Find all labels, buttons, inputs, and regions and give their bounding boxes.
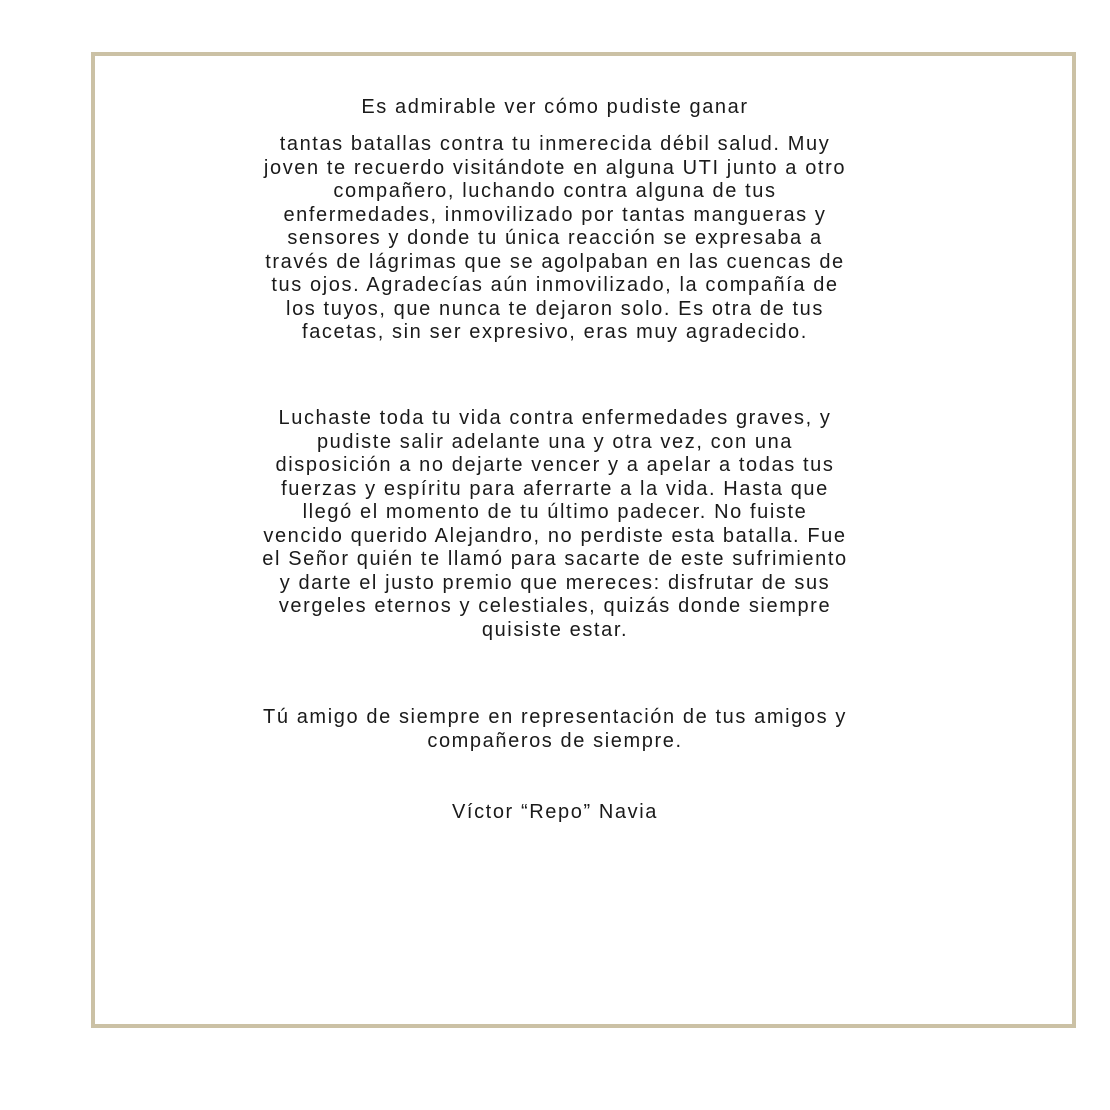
letter-signature: Víctor “Repo” Navia: [451, 801, 658, 823]
letter-intro-line: Es admirable ver cómo pudiste ganar: [361, 96, 749, 118]
letter-closing: Tú amigo de siempre en representación de tus amigos y compañeros de siempre.: [263, 706, 847, 752]
letter-paragraph-1: tantas batallas contra tu inmerecida débil salud. Muy joven te recuerdo visitándote en alguna UTI junto a otro compañero, luchando contra alguna de tus enfermedades, inmovilizado por tantas mangueras y sensores y donde tu única reacción se expresaba a través de lágrimas que se agolpaban en las cuencas de tus ojos. Agradecías aún inmovilizado, la compañía de los tuyos, que nunca te dejaron solo. Es otra de tus facetas, sin ser expresivo, eras muy agradecido.: [263, 133, 847, 343]
letter-paragraph-2: Luchaste toda tu vida contra enfermedades graves, y pudiste salir adelante una y otra vez, con una disposición a no dejarte vencer y a apelar a todas tus fuerzas y espíritu para aferrarte a la vida. Hasta que llegó el momento de tu último padecer. No fuiste vencido querido Alejandro, no perdiste esta batalla. Fue el Señor quién te llamó para sacarte de este sufrimiento y darte el justo premio que mereces: disfrutar de sus vergeles eternos y celestiales, quizás donde siempre quisiste estar.: [262, 407, 848, 641]
